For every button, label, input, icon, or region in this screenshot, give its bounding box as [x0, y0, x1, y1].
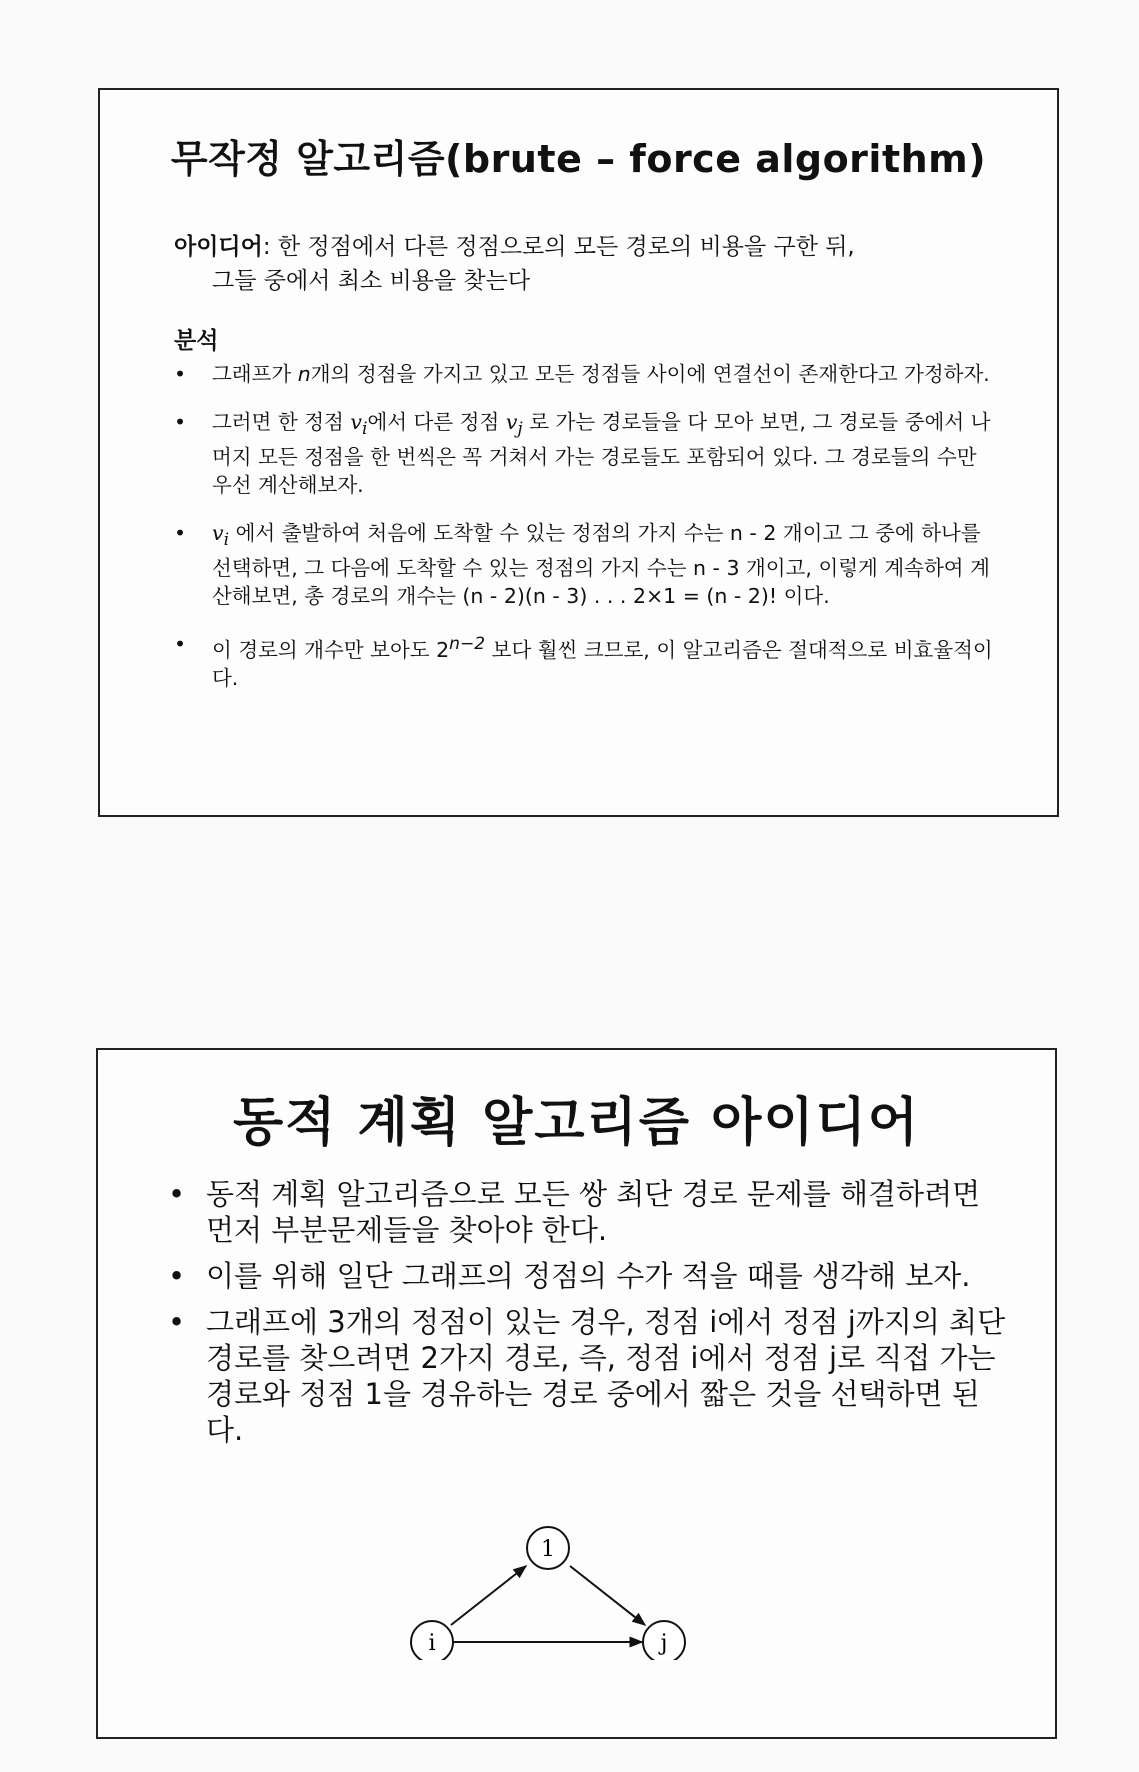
bullet-icon: •: [168, 1305, 186, 1339]
math-sub: j: [517, 419, 523, 440]
analysis-heading: 분석: [174, 328, 219, 354]
math-sub: i: [361, 419, 368, 440]
list-item: [168, 1176, 1015, 1248]
slide-title: 동적 계획 알고리즘 아이디어: [232, 1093, 921, 1153]
math-sub: i: [223, 530, 230, 551]
slide-brute-force: [98, 88, 1059, 817]
math-v: v: [212, 521, 224, 546]
list-item: [168, 1258, 1015, 1294]
node-label: j: [660, 1631, 668, 1656]
idea-text-line1: : 한 정점에서 다른 정점으로의 모든 경로의 비용을 구한 뒤,: [262, 234, 855, 260]
bullet-text: 그래프에 3개의 정점이 있는 경우, 정점 i에서 정점 j까지의 최단 경로를 찾으려면 2가지 경로, 즉, 정점 i에서 정점 j로 직접 가는 경로와 정점 1을 경유하는 경로 중에서 짧은 것을 선택하면 된다.: [206, 1305, 1006, 1447]
slide-dynamic-programming: [96, 1048, 1057, 1739]
math-vi: [212, 521, 230, 551]
graph-diagram: [408, 1500, 688, 1660]
bullet-icon: •: [174, 410, 187, 434]
idea-paragraph: [174, 230, 1017, 298]
bullet-text: 이 경로의 개수만 보아도 2: [212, 638, 450, 663]
list-item: [174, 519, 1001, 610]
bullet-text: 개의 정점을 가지고 있고 모든 정점들 사이에 연결선이 존재한다고 가정하자.: [310, 362, 990, 386]
list-item: [168, 1304, 1015, 1448]
bullet-text: 이를 위해 일단 그래프의 정점의 수가 적을 때를 생각해 보자.: [206, 1259, 971, 1293]
math-exponent: n−2: [449, 634, 486, 655]
node-label: i: [428, 1631, 436, 1656]
bullet-text: 에서 다른 정점: [367, 410, 506, 434]
list-item: [174, 408, 1001, 499]
math-v: v: [505, 410, 518, 434]
list-item: [174, 360, 1001, 388]
bullet-text: 그래프가: [212, 362, 298, 386]
bullet-icon: •: [168, 1259, 186, 1293]
edge-1-to-j: [570, 1566, 645, 1625]
idea-text-line2: 그들 중에서 최소 비용을 찾는다: [212, 268, 531, 294]
bullet-text: 그러면 한 정점: [212, 410, 351, 434]
bullet-text: 로 가는 경로들을 다 모아 보면, 그 경로들 중에서 나머지 모든 정점을 한 번씩은 꼭 거쳐서 가는 경로들도 포함되어 있다. 그 경로들의 수만 우선 계산해보자.: [212, 410, 991, 498]
bullet-text: 에서 출발하여 처음에 도착할 수 있는 정점의 가지 수는 n - 2 개이고 그 중에 하나를 선택하면, 그 다음에 도착할 수 있는 정점의 가지 수는 n - 3 개이고, 이렇게 계속하여 계산해보면, 총 경로의 개수는 (n - 2)(n - 3) . . . 2×1 = (n - 2)! 이다.: [212, 521, 990, 609]
analysis-bullet-list: [174, 360, 1001, 712]
node-label: 1: [541, 1537, 555, 1562]
slide-title: 무작정 알고리즘(brute – force algorithm): [170, 137, 987, 181]
list-item: [174, 630, 1001, 692]
idea-bullet-list: [168, 1176, 1015, 1458]
bullet-icon: •: [174, 521, 187, 546]
bullet-icon: •: [174, 632, 187, 657]
idea-label: 아이디어: [174, 234, 263, 260]
math-n: n: [297, 362, 311, 386]
bullet-text: 동적 계획 알고리즘으로 모든 쌍 최단 경로 문제를 해결하려면 먼저 부분문제들을 찾아야 한다.: [206, 1177, 981, 1247]
bullet-text: 보다 훨씬 크므로, 이 알고리즘은 절대적으로 비효율적이다.: [212, 638, 993, 691]
bullet-icon: •: [174, 362, 187, 386]
bullet-icon: •: [168, 1177, 186, 1211]
edge-i-to-1: [451, 1566, 526, 1625]
math-v: v: [350, 410, 362, 434]
math-vj: [505, 410, 523, 440]
math-vi: [350, 410, 368, 440]
